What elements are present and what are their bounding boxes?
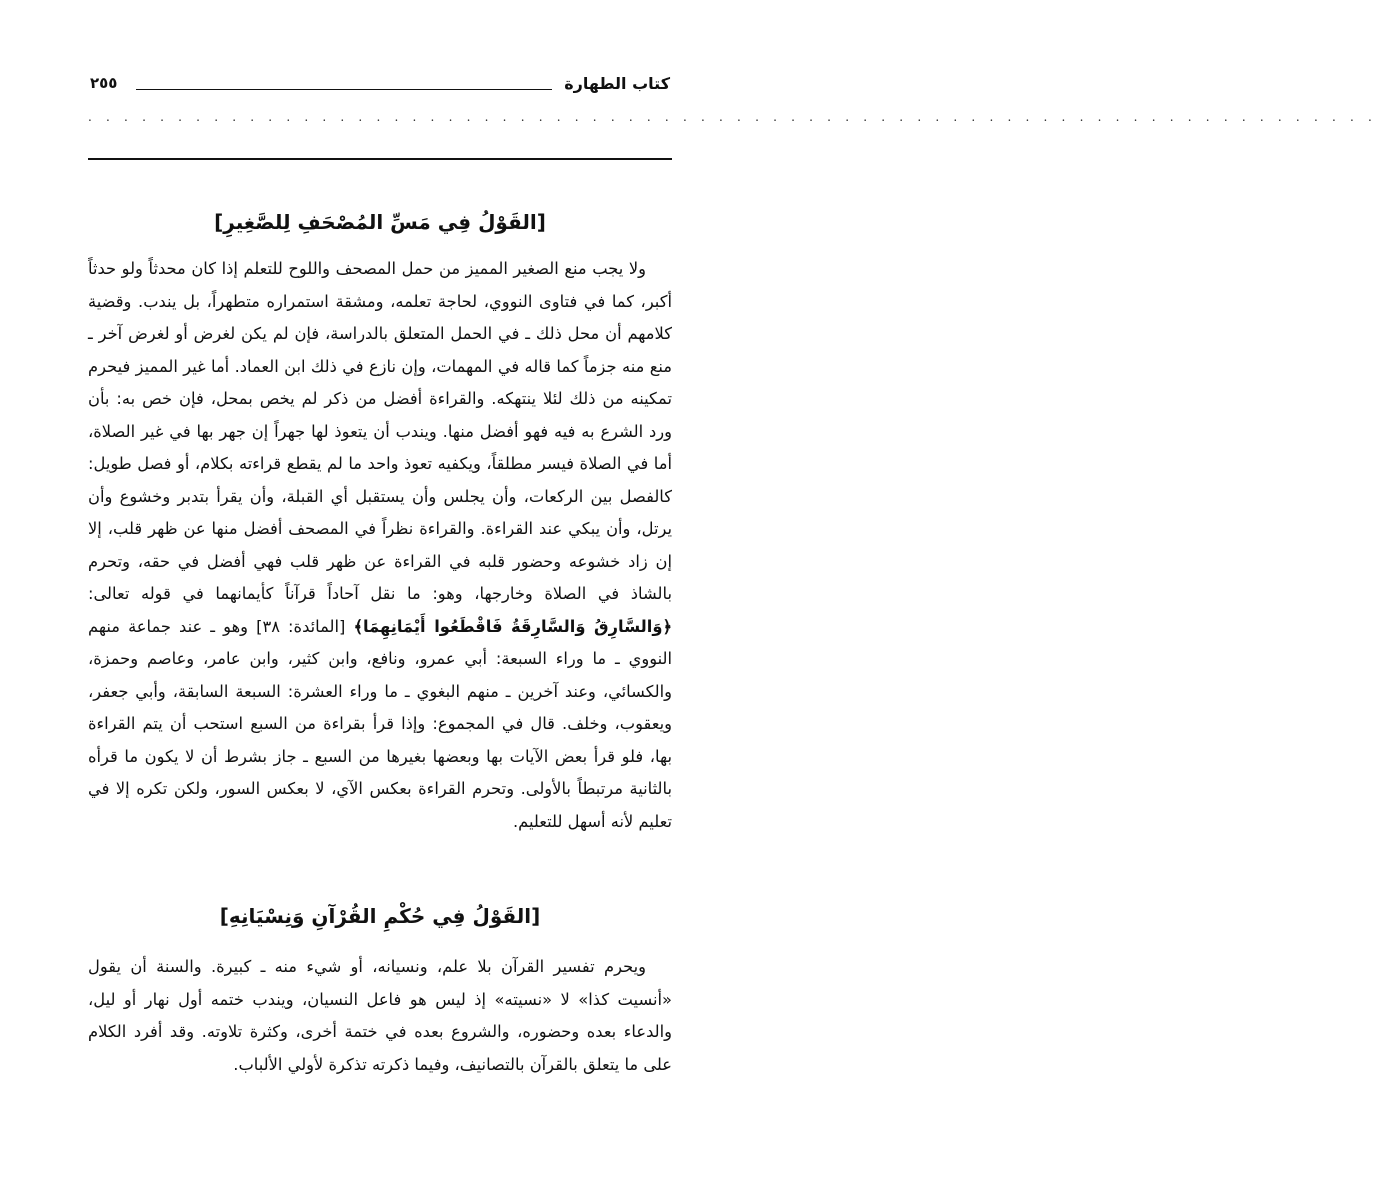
section2-body [88,951,672,1081]
section2-text: ويحرم تفسير القرآن بلا علم، ونسيانه، أو شيء منه ـ كبيرة. والسنة أن يقول «أنسيت كذا» لا «نسيته» إذ ليس هو فاعل النسيان، ويندب ختمه أول نهار أو ليل، والدعاء بعده وحضوره، والشروع بعده في ختمة أخرى، وكثرة تلاوته. وقد أفرد الكلام على ما يتعلق بالقرآن بالتصانيف، وفيما ذكرته تذكرة لأولي الألباب. [88,957,672,1074]
section1-text-b: [المائدة: ٣٨] وهو ـ عند جماعة منهم النووي ـ ما وراء السبعة: أبي عمرو، ونافع، وابن كثير، وابن عامر، وعاصم وحمزة، والكسائي، وعند آخرين ـ منهم البغوي ـ ما وراء العشرة: السبعة السابقة، وأبي جعفر، ويعقوب، وخلف. قال في المجموع: وإذا قرأ بقراءة من السبع استحب أن يتم القراءة بها، فلو قرأ بعض الآيات بها وبعضها بغيرها من السبع ـ جاز بشرط أن لا يكون ما قرأه بالثانية مرتبطاً بالأولى. وتحرم القراءة بعكس الآي، لا بعكس السور، ولكن تكره إلا في تعليم لأنه أسهل للتعليم. [88,616,672,831]
page-number: ٢٥٥ [90,74,118,92]
dotted-separator: . . . . . . . . . . . . . . . . . . . . . . . . . . . . . . . . . . . . . . . . . . . . . . . . . . . . . . . . . . . . . . . . . . . . . . . . [88,110,1377,124]
header-rule [136,89,552,90]
section-heading-quran-forgetting: [القَوْلُ فِي حُكْمِ القُرْآنِ وَنِسْيَانِهِ] [219,904,541,928]
section1-body [88,253,672,838]
chapter-title: كتاب الطهارة [564,74,670,93]
section-heading-touching-mushaf: [القَوْلُ فِي مَسِّ المُصْحَفِ لِلصَّغِيرِ] [214,210,546,234]
section1-text-a: ولا يجب منع الصغير المميز من حمل المصحف واللوح للتعلم إذا كان محدثاً ولو حدثاً أكبر، كما في فتاوى النووي، لحاجة تعلمه، ومشقة استمراره متطهراً، بل يندب. وقضية كلامهم أن محل ذلك ـ في الحمل المتعلق بالدراسة، فإن لم يكن لغرض أو لغرض آخر ـ منع منه جزماً كما قاله في المهمات، وإن نازع في ذلك ابن العماد. أما غير المميز فيحرم تمكينه من ذلك لئلا ينتهكه. والقراءة أفضل من ذكر لم يخص بمحل، فإن خص به: بأن ورد الشرع به فيه فهو أفضل منها. ويندب أن يتعوذ لها جهراً إن جهر بها في غير الصلاة، أما في الصلاة فيسر مطلقاً، ويكفيه تعوذ واحد ما لم يقطع قراءته بكلام، أو فصل طويل: كالفصل بين الركعات، وأن يجلس وأن يستقبل أي القبلة، وأن يقرأ بتدبر وخشوع وأن يرتل، وأن يبكي عند القراءة. والقراءة نظراً في المصحف أفضل منها عن ظهر قلب، إلا إن زاد خشوعه وحضور قلبه في القراءة عن ظهر قلب فهي أفضل في حقه، وتحرم بالشاذ في الصلاة وخارجها، وهو: ما نقل آحاداً قرآناً كأيمانهما في قوله تعالى: [88,259,672,603]
running-header [90,74,670,98]
section-rule [88,158,672,160]
quran-verse: ﴿وَالسَّارِقُ وَالسَّارِقَةُ فَاقْطَعُوا أَيْمَانِهِمَا﴾ [353,616,673,636]
